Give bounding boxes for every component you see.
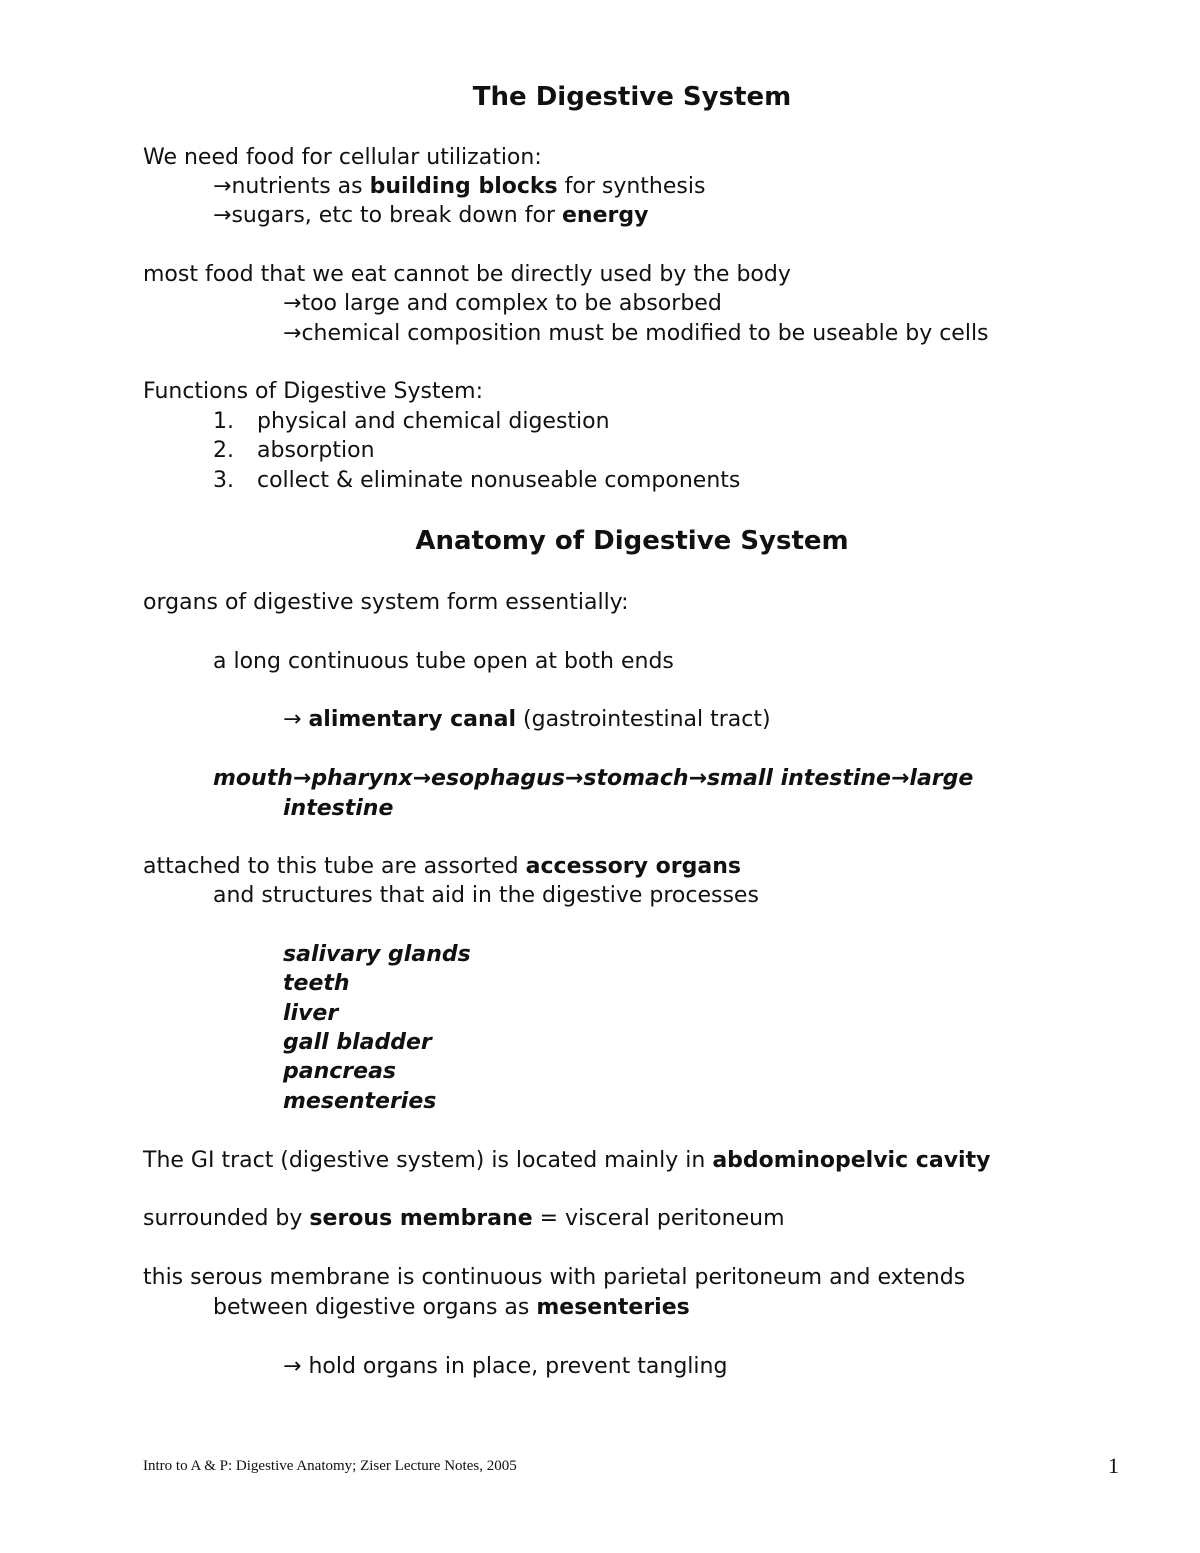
digestive-path-line1: mouth→pharynx→esophagus→stomach→small intestine→large <box>213 766 974 791</box>
accessory-organ: gall bladder <box>283 1030 432 1055</box>
anatomy-canal: → alimentary canal (gastrointestinal tract) <box>283 707 771 732</box>
continuous-line1: this serous membrane is continuous with parietal peritoneum and extends <box>143 1265 966 1290</box>
accessory-organ: teeth <box>283 971 350 996</box>
intro-lead: We need food for cellular utilization: <box>143 145 542 170</box>
page-title: The Digestive System <box>472 82 792 112</box>
accessory-organ: pancreas <box>283 1059 397 1084</box>
anatomy-tube: a long continuous tube open at both ends <box>213 649 674 674</box>
anatomy-lead: organs of digestive system form essentially: <box>143 590 629 615</box>
footer-text: Intro to A & P: Digestive Anatomy; Ziser Lecture Notes, 2005 <box>143 1458 517 1474</box>
functions-item: 2. absorption <box>213 438 375 463</box>
functions-item: 3. collect & eliminate nonuseable components <box>213 468 741 493</box>
arrow-icon: → <box>283 291 302 316</box>
arrow-icon: → <box>283 321 302 346</box>
attached-line2: and structures that aid in the digestive processes <box>213 883 759 908</box>
anatomy-title: Anatomy of Digestive System <box>415 526 849 556</box>
accessory-organ: salivary glands <box>283 942 471 967</box>
continuous-line2: between digestive organs as mesenteries <box>213 1295 690 1320</box>
serous-membrane: surrounded by serous membrane = visceral peritoneum <box>143 1206 785 1231</box>
functions-item: 1. physical and chemical digestion <box>213 409 610 434</box>
arrow-icon: → <box>213 203 232 228</box>
food-item-chemical: →chemical composition must be modified to be useable by cells <box>283 321 989 346</box>
accessory-organ: liver <box>283 1001 339 1026</box>
page-number: 1 <box>1108 1453 1119 1478</box>
intro-item-energy: →sugars, etc to break down for energy <box>213 203 649 228</box>
gi-location: The GI tract (digestive system) is located mainly in abdominopelvic cavity <box>143 1148 991 1173</box>
food-lead: most food that we eat cannot be directly used by the body <box>143 262 791 287</box>
functions-heading: Functions of Digestive System: <box>143 379 483 404</box>
hold-organs: → hold organs in place, prevent tangling <box>283 1354 728 1379</box>
accessory-organ: mesenteries <box>283 1089 437 1114</box>
arrow-icon: → <box>283 1354 302 1379</box>
arrow-icon: → <box>283 707 302 732</box>
food-item-large: →too large and complex to be absorbed <box>283 291 722 316</box>
arrow-icon: → <box>213 174 232 199</box>
attached-line1: attached to this tube are assorted accessory organs <box>143 854 741 879</box>
digestive-path-line2: intestine <box>283 796 394 821</box>
intro-item-building-blocks: →nutrients as building blocks for synthesis <box>213 174 706 199</box>
